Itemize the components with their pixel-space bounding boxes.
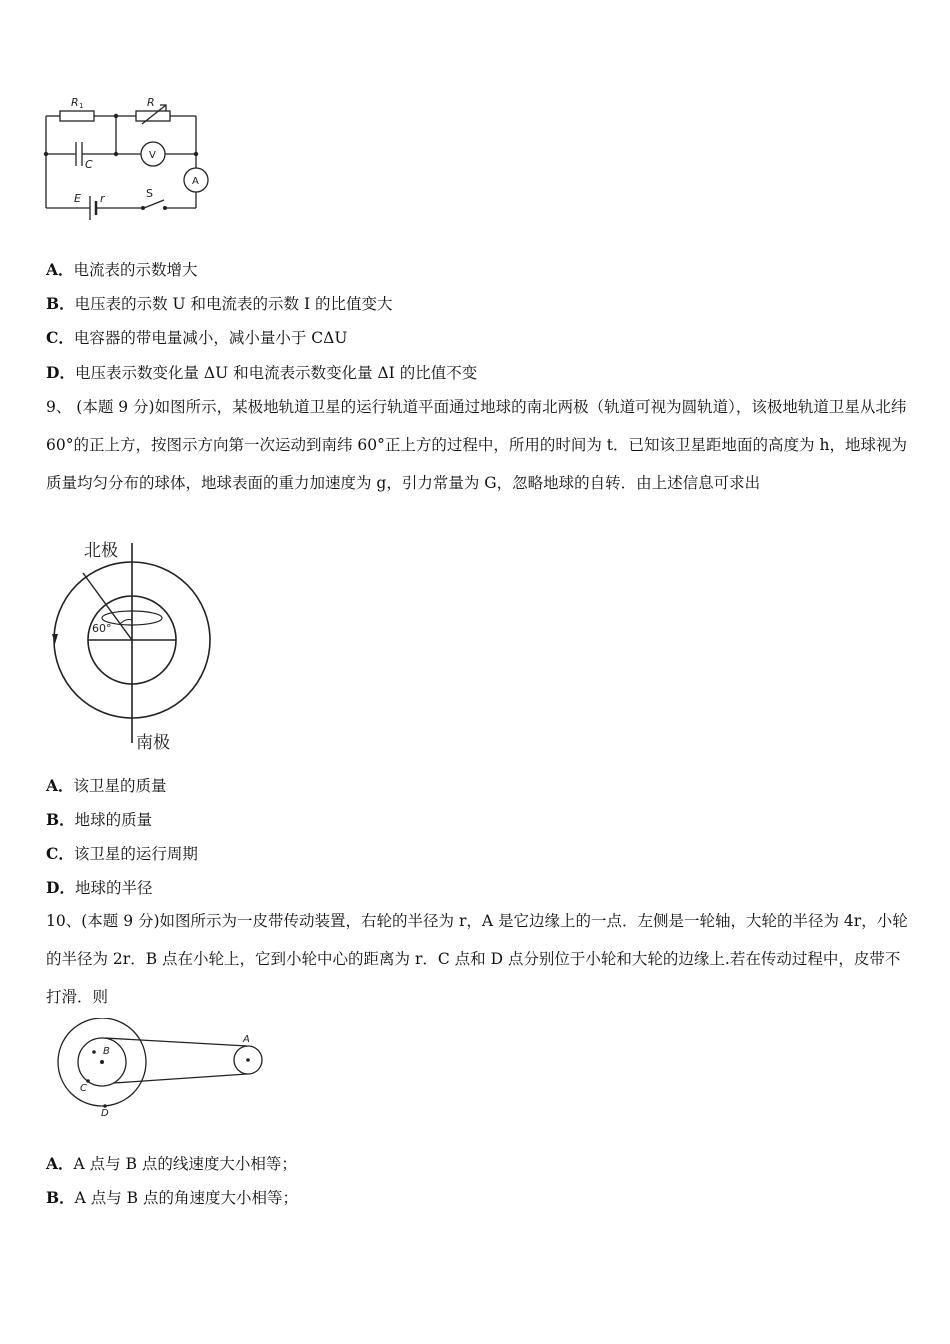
q10-stem: 10、(本题 9 分)如图所示为一皮带传动装置，右轮的半径为 r，A 是它边缘上的一点．左侧是一轮轴，大轮的半径为 4r，小轮的半径为 2r．B 点在小轮上，它到小轮中心的距离为 r．C 点和 D 点分别位于小轮和大轮的边缘上.若在传动过程中，皮带不打滑．则 [46,912,908,1006]
switch-blade [144,200,164,208]
label-a: A [243,1034,250,1045]
point-a [246,1058,250,1062]
label-c: C [80,1083,87,1094]
q8-option-b: B．电压表的示数 U 和电流表的示数 I 的比值变大 [46,294,393,313]
label-r: R [147,96,155,109]
q9-stem: 9、 (本题 9 分)如图所示，某极地轨道卫星的运行轨道平面通过地球的南北两极（轨道可视为圆轨道），该极地轨道卫星从北纬 60°的正上方，按图示方向第一次运动到南纬 60°正上方的过程中，所用的时间为 t．已知该卫星距地面的高度为 h，地球视为质量均匀分布的球体，地球表面的重力加速度为 g，引力常量为 G，忽略地球的自转．由上述信息可求出 [46,398,907,492]
label-r-internal: r [100,192,105,205]
q9-option-a: A．该卫星的质量 [46,776,167,795]
label-north-pole: 北极 [84,541,118,561]
label-v: V [149,150,156,161]
q8-option-d: D．电压表示数变化量 ΔU 和电流表示数变化量 ΔI 的比值不变 [46,363,478,382]
belt-top [105,1038,247,1046]
label-b: B [103,1046,110,1057]
q10-option-a: A．A 点与 B 点的线速度大小相等； [46,1154,297,1173]
label-e: E [74,192,81,205]
belt-bottom [114,1074,247,1083]
label-s: S [146,187,153,200]
belt-drive-diagram [50,1018,270,1122]
label-r1-subscript: 1 [79,102,84,110]
q8-option-a: A．电流表的示数增大 [46,260,198,279]
q8-option-c: C．电容器的带电量减小，减小量小于 CΔU [46,328,348,347]
label-c: C [85,158,93,171]
axle-point [100,1060,104,1064]
angle-arc [120,620,132,625]
label-d: D [101,1108,109,1119]
orbit-diagram [42,538,222,754]
direction-arrow-icon [52,634,58,644]
label-a: A [192,176,199,187]
label-south-pole: 南极 [136,733,170,753]
circuit-svg [38,92,218,222]
orbit-svg [42,538,222,754]
label-r1: R [71,96,79,109]
point-b [92,1050,96,1054]
resistor-r1 [60,111,94,121]
q9-option-c: C．该卫星的运行周期 [46,844,198,863]
circuit-diagram [38,92,218,222]
q9-option-d: D．地球的半径 [46,878,153,897]
q9-option-b: B．地球的质量 [46,810,153,829]
q10-option-b: B．A 点与 B 点的角速度大小相等； [46,1188,298,1207]
belt-drive-svg [50,1018,270,1122]
label-angle: 60° [92,622,112,635]
